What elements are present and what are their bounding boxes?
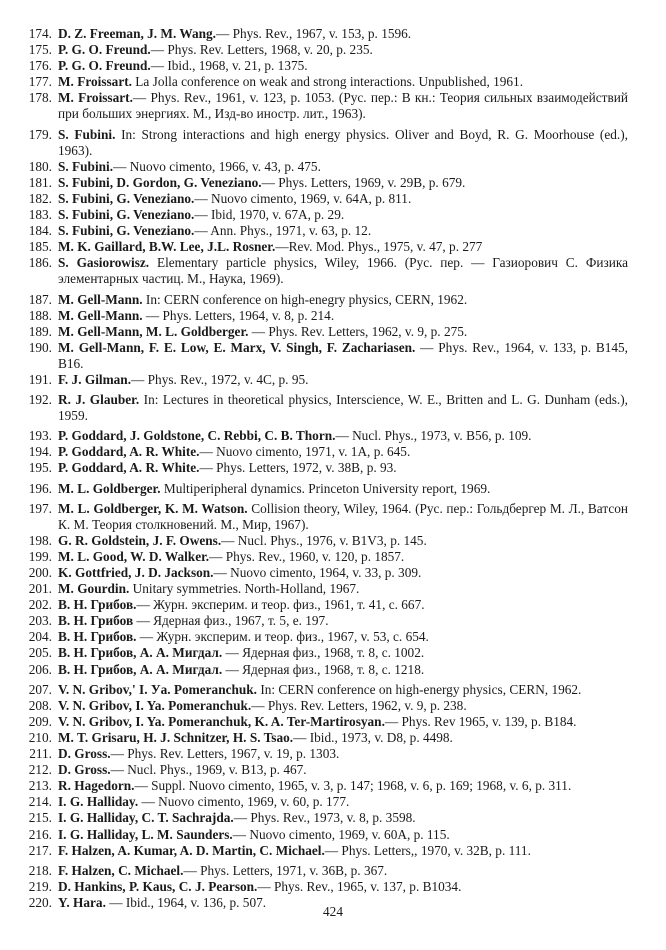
- reference-entry: [22, 42, 628, 58]
- reference-source: — Phys. Letters, 1964, v. 8, p. 214.: [142, 307, 335, 323]
- reference-entry: [22, 481, 628, 497]
- reference-entry: [22, 662, 628, 678]
- reference-source: — Phys. Rev., 1973, v. 8, p. 3598.: [233, 810, 416, 826]
- reference-text: [58, 58, 628, 74]
- reference-source: — Suppl. Nuovo cimento, 1965, v. 3, p. 147; 1968, v. 6, p. 169; 1968, v. 6, p. 311.: [134, 778, 572, 794]
- reference-number: 181.: [28, 174, 52, 190]
- reference-entry: [22, 26, 628, 42]
- reference-authors: S. Fubini, G. Veneziano.: [58, 190, 195, 206]
- reference-text: [58, 629, 628, 645]
- reference-authors: M. T. Grisaru, H. J. Schnitzer, H. S. Tsao.: [58, 729, 294, 745]
- reference-number: 190.: [28, 339, 52, 355]
- reference-source: — Ядерная физ., 1968, т. 8, с. 1218.: [222, 661, 425, 677]
- reference-entry: [22, 714, 628, 730]
- reference-text: [58, 794, 628, 810]
- page-number: 424: [323, 904, 343, 919]
- reference-source: — Phys. Rev. Letters, 1962, v. 9, p. 238.: [251, 697, 467, 713]
- reference-text: [58, 239, 628, 255]
- reference-number: 211.: [29, 746, 52, 762]
- reference-text: [58, 810, 628, 826]
- reference-authors: В. Н. Грибов.: [58, 597, 137, 613]
- reference-text: [58, 730, 628, 746]
- reference-authors: В. Н. Грибов: [58, 613, 134, 629]
- reference-text: [58, 682, 628, 698]
- reference-entry: [22, 549, 628, 565]
- reference-text: [58, 843, 628, 859]
- reference-entry: [22, 778, 628, 794]
- reference-number: 180.: [28, 158, 52, 174]
- reference-number: 176.: [28, 58, 52, 74]
- reference-authors: R. J. Glauber.: [58, 392, 140, 408]
- reference-authors: В. Н. Грибов, А. А. Мигдал.: [58, 661, 223, 677]
- reference-text: [58, 863, 628, 879]
- reference-source: La Jolla conference on weak and strong interactions. Unpublished, 1961.: [131, 74, 524, 90]
- reference-authors: F. Halzen, C. Michael.: [58, 862, 184, 878]
- reference-entry: [22, 501, 628, 533]
- reference-entry: [22, 292, 628, 308]
- reference-text: [58, 191, 628, 207]
- reference-source: — Nucl. Phys., 1976, v. B1V3, p. 145.: [221, 532, 427, 548]
- reference-entry: [22, 533, 628, 549]
- reference-entry: [22, 74, 628, 90]
- reference-entry: [22, 191, 628, 207]
- reference-number: 217.: [28, 842, 52, 858]
- reference-entry: [22, 392, 628, 424]
- reference-entry: [22, 730, 628, 746]
- reference-authors: S. Fubini, G. Veneziano.: [58, 207, 195, 223]
- reference-text: [58, 581, 628, 597]
- reference-text: [58, 324, 628, 340]
- reference-source: — Phys. Rev., 1961, v. 123, p. 1053. (Рус. пер.: В кн.: Теория сильных взаимодействий при больших энергиях. М., Изд-во иностр. лит., 1963).: [58, 90, 628, 122]
- reference-entry: [22, 223, 628, 239]
- reference-number: 208.: [28, 697, 52, 713]
- reference-text: [58, 613, 628, 629]
- reference-source: — Phys. Rev 1965, v. 139, p. B184.: [384, 713, 577, 729]
- reference-number: 187.: [28, 291, 52, 307]
- reference-source: — Phys. Rev., 1967, v. 153, p. 1596.: [215, 26, 412, 41]
- reference-number: 182.: [28, 190, 52, 206]
- reference-authors: S. Fubini, G. Veneziano.: [58, 223, 195, 239]
- reference-entry: [22, 207, 628, 223]
- reference-source: Collision theory, Wiley, 1964. (Рус. пер.: Гольдбергер М. Л., Ватсон К. М. Теория столкновений. М., Мир, 1967).: [58, 500, 628, 532]
- reference-number: 184.: [28, 223, 52, 239]
- reference-source: — Ibid., 1968, v. 21, p. 1375.: [150, 58, 308, 74]
- reference-authors: M. Gourdin.: [58, 581, 130, 597]
- reference-source: In: Strong interactions and high energy physics. Oliver and Boyd, R. G. Moorhouse (ed.), 1963).: [58, 126, 628, 158]
- reference-number: 210.: [28, 729, 52, 745]
- reference-entry: [22, 428, 628, 444]
- reference-authors: P. Goddard, J. Goldstone, C. Rebbi, C. B. Thorn.: [58, 428, 336, 444]
- reference-source: In: CERN conference on high-enegry physics, CERN, 1962.: [142, 291, 468, 307]
- reference-authors: F. J. Gilman.: [58, 371, 132, 387]
- reference-number: 201.: [28, 581, 52, 597]
- reference-entry: [22, 794, 628, 810]
- reference-text: [58, 597, 628, 613]
- reference-entry: [22, 746, 628, 762]
- reference-authors: S. Fubini.: [58, 158, 114, 174]
- reference-number: 206.: [28, 661, 52, 677]
- reference-number: 177.: [28, 74, 52, 90]
- reference-number: 193.: [28, 428, 52, 444]
- reference-authors: D. Hankins, P. Kaus, C. J. Pearson.: [58, 878, 258, 894]
- reference-authors: M. Gell-Mann.: [58, 307, 143, 323]
- reference-number: 197.: [28, 500, 52, 516]
- reference-number: 216.: [28, 826, 52, 842]
- reference-number: 218.: [28, 862, 52, 878]
- reference-entry: [22, 175, 628, 191]
- reference-source: — Ibid., 1973, v. D8, p. 4498.: [293, 729, 453, 745]
- reference-source: In: Lectures in theoretical physics, Interscience, W. E., Britten and L. G. Dunham (eds.), 1959.: [58, 392, 628, 424]
- reference-source: — Nucl. Phys., 1969, v. B13, p. 467.: [110, 762, 307, 778]
- reference-authors: P. G. O. Freund.: [58, 58, 151, 74]
- reference-text: [58, 292, 628, 308]
- reference-entry: [22, 762, 628, 778]
- reference-source: — Phys. Letters, 1971, v. 36B, p. 367.: [183, 862, 388, 878]
- reference-entry: [22, 340, 628, 372]
- reference-source: — Phys. Letters, 1969, v. 29B, p. 679.: [261, 174, 466, 190]
- reference-number: 205.: [28, 645, 52, 661]
- reference-text: [58, 74, 628, 90]
- reference-text: [58, 42, 628, 58]
- reference-authors: F. Halzen, A. Kumar, A. D. Martin, C. Michael.: [58, 842, 325, 858]
- reference-source: — Phys. Rev., 1964, v. 133, p. B145, B16.: [58, 339, 628, 371]
- reference-number: 175.: [28, 42, 52, 58]
- reference-entry: [22, 90, 628, 122]
- reference-authors: P. Goddard, A. R. White.: [58, 460, 200, 476]
- reference-authors: V. N. Gribov, I. Ya. Pomeranchuk, K. A. Ter-Martirosyan.: [58, 713, 385, 729]
- reference-entry: [22, 255, 628, 287]
- reference-text: [58, 698, 628, 714]
- reference-authors: M. K. Gaillard, B.W. Lee, J.L. Rosner.: [58, 239, 276, 255]
- reference-authors: M. Froissart.: [58, 90, 133, 106]
- reference-text: [58, 444, 628, 460]
- reference-number: 215.: [28, 810, 52, 826]
- reference-entry: [22, 879, 628, 895]
- reference-source: — Phys. Rev. Letters, 1962, v. 9, p. 275.: [248, 323, 468, 339]
- reference-entry: [22, 127, 628, 159]
- reference-number: 219.: [28, 878, 52, 894]
- reference-text: [58, 827, 628, 843]
- reference-authors: D. Gross.: [58, 746, 111, 762]
- reference-text: [58, 392, 628, 424]
- reference-entry: [22, 698, 628, 714]
- reference-text: [58, 127, 628, 159]
- reference-number: 178.: [28, 90, 52, 106]
- reference-text: [58, 428, 628, 444]
- reference-source: — Ядерная физ., 1967, т. 5, е. 197.: [133, 613, 329, 629]
- reference-authors: M. L. Goldberger.: [58, 480, 161, 496]
- reference-number: 220.: [28, 894, 52, 910]
- reference-entry: [22, 372, 628, 388]
- reference-entry: [22, 460, 628, 476]
- reference-source: — Nuovo cimento, 1971, v. 1A, p. 645.: [199, 444, 411, 460]
- reference-source: — Phys. Letters, 1972, v. 38B, p. 93.: [199, 460, 397, 476]
- reference-authors: D. Gross.: [58, 762, 111, 778]
- reference-text: [58, 714, 628, 730]
- reference-source: — Nuovo cimento, 1969, v. 60, p. 177.: [138, 794, 350, 810]
- reference-authors: M. L. Good, W. D. Walker.: [58, 548, 210, 564]
- reference-source: — Phys. Letters,, 1970, v. 32B, p. 111.: [324, 842, 531, 858]
- reference-entry: [22, 843, 628, 859]
- reference-source: — Ядерная физ., 1968, т. 8, с. 1002.: [222, 645, 425, 661]
- reference-entry: [22, 645, 628, 661]
- reference-number: 199.: [28, 548, 52, 564]
- reference-source: — Журн. эксперим. и теор. физ., 1967, v. 53, с. 654.: [136, 629, 429, 645]
- reference-text: [58, 207, 628, 223]
- reference-number: 212.: [28, 762, 52, 778]
- reference-number: 198.: [28, 532, 52, 548]
- reference-source: — Ann. Phys., 1971, v. 63, p. 12.: [194, 223, 372, 239]
- reference-number: 189.: [28, 323, 52, 339]
- reference-authors: S. Gasiorowisz.: [58, 255, 150, 271]
- reference-authors: В. Н. Грибов.: [58, 629, 137, 645]
- reference-entry: [22, 444, 628, 460]
- reference-source: — Phys. Rev., 1972, v. 4C, p. 95.: [131, 371, 309, 387]
- reference-text: [58, 372, 628, 388]
- reference-entry: [22, 827, 628, 843]
- reference-source: In: CERN conference on high-energy physics, CERN, 1962.: [257, 681, 582, 697]
- reference-source: — Nucl. Phys., 1973, v. B56, p. 109.: [335, 428, 532, 444]
- reference-authors: В. Н. Грибов, А. А. Мигдал.: [58, 645, 223, 661]
- reference-text: [58, 26, 628, 42]
- reference-authors: M. Gell-Mann, M. L. Goldberger.: [58, 323, 249, 339]
- reference-entry: [22, 810, 628, 826]
- reference-source: Unitary symmetries. North-Holland, 1967.: [129, 581, 360, 597]
- reference-source: — Phys. Rev., 1960, v. 120, p. 1857.: [209, 548, 405, 564]
- reference-authors: Y. Hara.: [58, 894, 106, 910]
- reference-authors: M. L. Goldberger, K. M. Watson.: [58, 500, 248, 516]
- reference-authors: S. Fubini, D. Gordon, G. Veneziano.: [58, 174, 262, 190]
- reference-source: —Rev. Mod. Phys., 1975, v. 47, p. 277: [275, 239, 483, 255]
- reference-number: 185.: [28, 239, 52, 255]
- reference-text: [58, 255, 628, 287]
- reference-text: [58, 762, 628, 778]
- reference-number: 214.: [28, 794, 52, 810]
- reference-number: 195.: [28, 460, 52, 476]
- reference-entry: [22, 682, 628, 698]
- reference-authors: I. G. Halliday, C. T. Sachrajda.: [58, 810, 234, 826]
- reference-number: 204.: [28, 629, 52, 645]
- reference-authors: P. Goddard, A. R. White.: [58, 444, 200, 460]
- reference-authors: I. G. Halliday.: [58, 794, 139, 810]
- reference-list: [22, 26, 628, 911]
- reference-entry: [22, 581, 628, 597]
- reference-number: 207.: [28, 681, 52, 697]
- reference-entry: [22, 239, 628, 255]
- reference-source: — Nuovo cimento, 1964, v. 33, p. 309.: [213, 565, 422, 580]
- reference-number: 186.: [28, 255, 52, 271]
- reference-text: [58, 308, 628, 324]
- reference-text: [58, 662, 628, 678]
- reference-authors: P. G. O. Freund.: [58, 42, 151, 58]
- reference-entry: [22, 324, 628, 340]
- reference-authors: S. Fubini.: [58, 126, 116, 142]
- reference-text: [58, 340, 628, 372]
- reference-authors: K. Gottfried, J. D. Jackson.: [58, 565, 214, 580]
- reference-authors: M. Froissart.: [58, 74, 132, 90]
- reference-number: 179.: [28, 126, 52, 142]
- reference-source: — Phys. Rev. Letters, 1968, v. 20, p. 235.: [150, 42, 373, 58]
- reference-text: [58, 481, 628, 497]
- reference-entry: [22, 597, 628, 613]
- reference-source: — Phys. Rev. Letters, 1967, v. 19, p. 1303.: [110, 746, 340, 762]
- reference-entry: [22, 863, 628, 879]
- reference-authors: M. Gell-Mann.: [58, 291, 143, 307]
- reference-text: [58, 501, 628, 533]
- reference-source: — Nuovo cimento, 1969, v. 60A, p. 115.: [232, 826, 450, 842]
- reference-text: [58, 645, 628, 661]
- reference-number: 174.: [28, 26, 52, 41]
- reference-source: — Ibid., 1964, v. 136, p. 507.: [105, 894, 267, 910]
- reference-text: [58, 159, 628, 175]
- reference-authors: V. N. Gribov,' I. Уa. Pomeranchuk.: [58, 681, 258, 697]
- reference-number: 188.: [28, 307, 52, 323]
- reference-entry: [22, 58, 628, 74]
- reference-entry: [22, 613, 628, 629]
- reference-text: [58, 879, 628, 895]
- reference-number: 200.: [28, 565, 52, 580]
- reference-number: 192.: [28, 392, 52, 408]
- reference-text: [58, 90, 628, 122]
- reference-number: 202.: [28, 597, 52, 613]
- reference-authors: D. Z. Freeman, J. M. Wang.: [58, 26, 216, 41]
- reference-number: 213.: [28, 778, 52, 794]
- reference-source: — Phys. Rev., 1965, v. 137, p. B1034.: [257, 878, 462, 894]
- reference-text: [58, 778, 628, 794]
- reference-source: — Ibid, 1970, v. 67A, p. 29.: [194, 207, 345, 223]
- reference-number: 183.: [28, 207, 52, 223]
- reference-number: 209.: [28, 713, 52, 729]
- reference-number: 191.: [28, 371, 52, 387]
- reference-entry: [22, 308, 628, 324]
- reference-text: [58, 549, 628, 565]
- reference-entry: [22, 629, 628, 645]
- reference-number: 196.: [28, 480, 52, 496]
- reference-text: [58, 175, 628, 191]
- reference-text: [58, 565, 628, 581]
- reference-text: [58, 533, 628, 549]
- reference-number: 203.: [28, 613, 52, 629]
- reference-entry: [22, 159, 628, 175]
- reference-number: 194.: [28, 444, 52, 460]
- reference-authors: M. Gell-Mann, F. E. Low, E. Marx, V. Singh, F. Zachariasen.: [58, 339, 416, 355]
- reference-authors: I. G. Halliday, L. M. Saunders.: [58, 826, 233, 842]
- reference-source: Multiperipheral dynamics. Princeton University report, 1969.: [160, 480, 491, 496]
- reference-entry: [22, 565, 628, 581]
- reference-authors: V. N. Gribov, I. Ya. Pomeranchuk.: [58, 697, 252, 713]
- reference-source: — Nuovo cimento, 1969, v. 64A, p. 811.: [194, 190, 412, 206]
- reference-source: — Nuovo cimento, 1966, v. 43, p. 475.: [113, 158, 321, 174]
- reference-authors: R. Hagedorn.: [58, 778, 135, 794]
- reference-source: Elementary particle physics, Wiley, 1966. (Рус. пер. — Газиорович С. Физика элементарных частиц. М., Наука, 1969).: [58, 255, 629, 287]
- reference-text: [58, 460, 628, 476]
- reference-text: [58, 223, 628, 239]
- reference-text: [58, 746, 628, 762]
- reference-authors: G. R. Goldstein, J. F. Owens.: [58, 532, 222, 548]
- reference-source: — Журн. эксперим. и теор. физ., 1961, т. 41, с. 667.: [136, 597, 425, 613]
